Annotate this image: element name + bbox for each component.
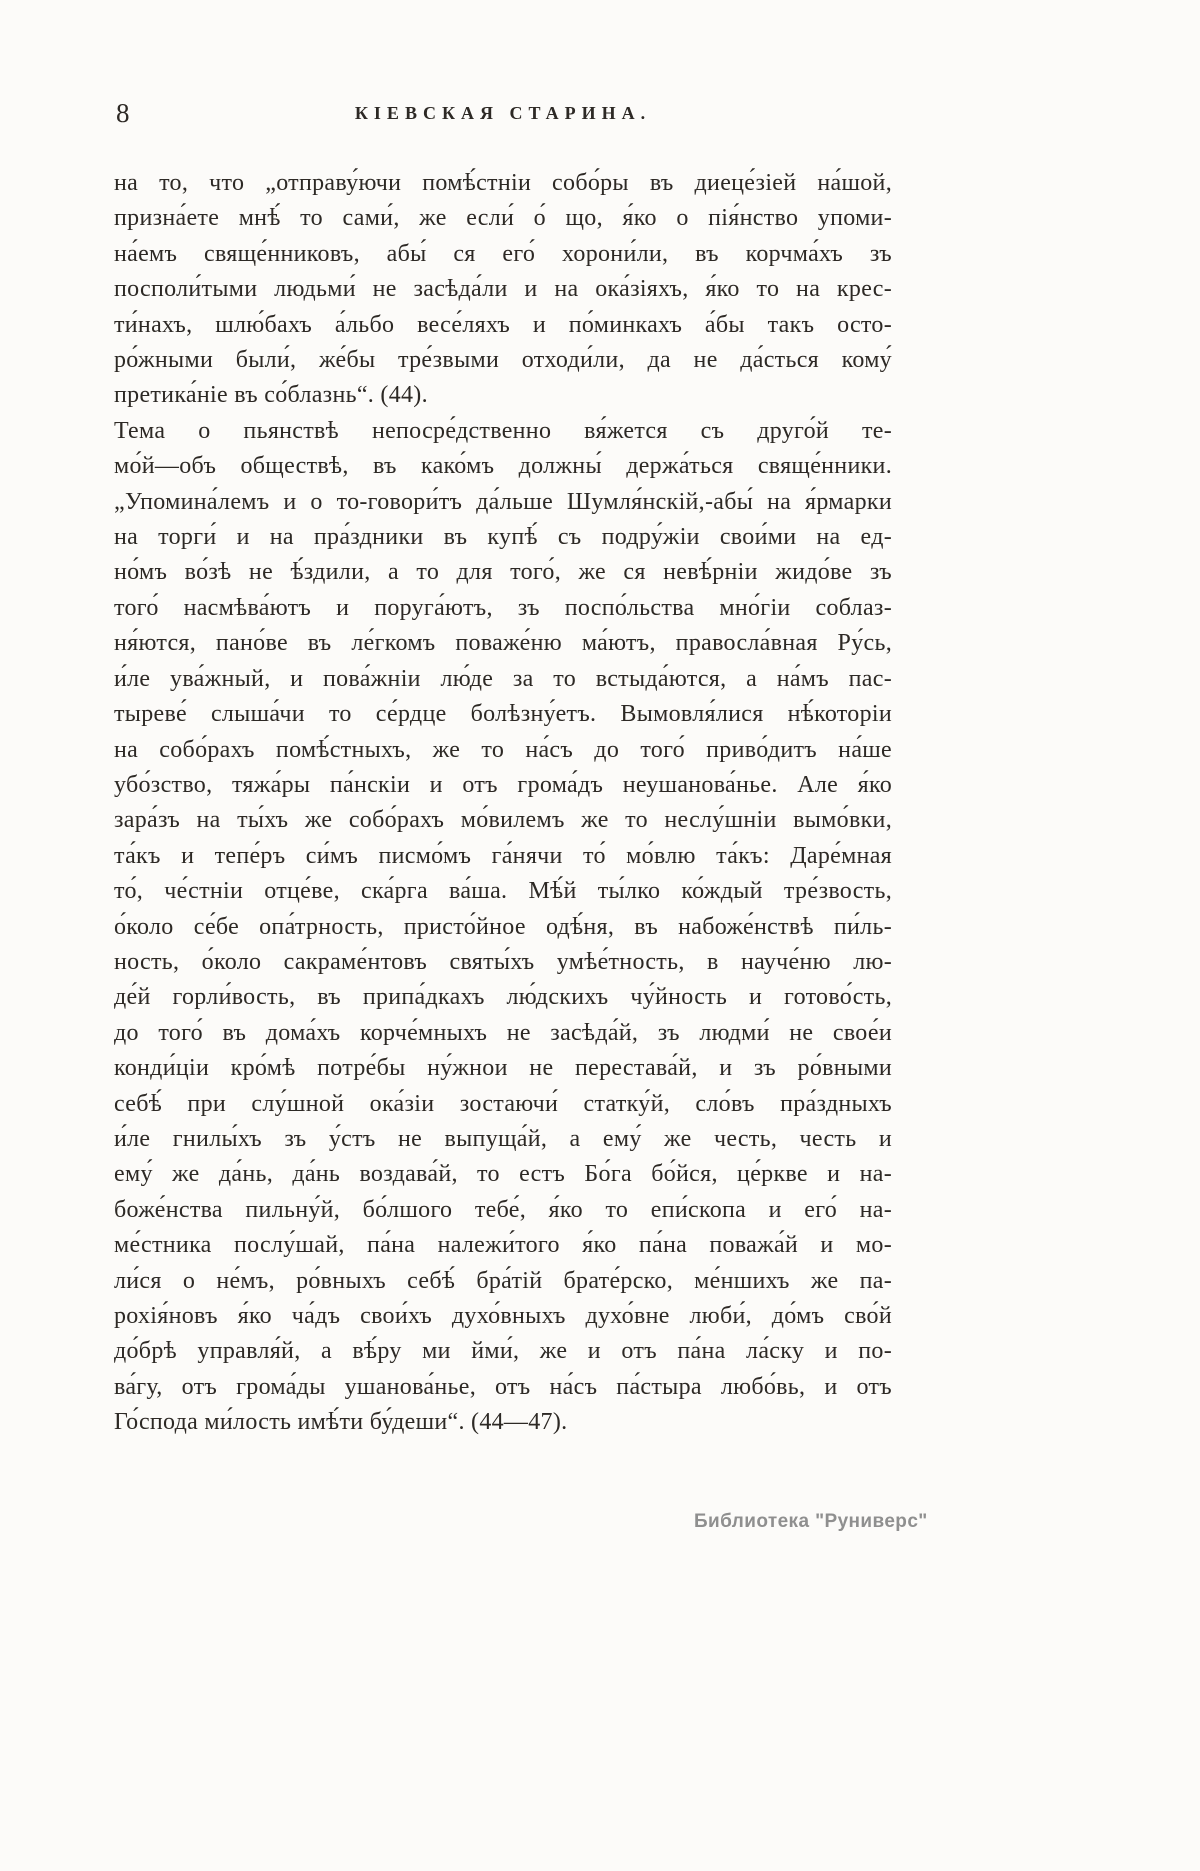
text-line: ме́стника послу́шай, па́на належи́того я́ко па́на поважа́й и мо- bbox=[114, 1232, 892, 1259]
text-line: себѣ́ при слу́шной ока́зіи зостаючи́ статку́й, сло́въ пра́здныхъ bbox=[114, 1090, 892, 1117]
text-line: призна́ете мнѣ́ то сами́, же если́ о́ що, я́ко о пія́нство упоми- bbox=[114, 205, 892, 232]
text-line: на собо́рахъ помѣ́стныхъ, же то на́съ до того́ приво́дитъ на́ше bbox=[114, 736, 892, 763]
text-line: рохія́новъ я́ко ча́дъ свои́хъ духо́вныхъ духо́вне люби́, до́мъ сво́й bbox=[114, 1303, 892, 1329]
text-line: де́й горли́вость, въ припа́дкахъ лю́дскихъ чу́йность и готово́сть, bbox=[114, 984, 892, 1011]
text-line: зара́зъ на ты́хъ же собо́рахъ мо́вилемъ же то неслу́шніи вымо́вки, bbox=[114, 807, 892, 834]
text-line: мо́й—объ обществѣ, въ како́мъ должны́ держа́ться свяще́нники. bbox=[114, 453, 892, 480]
text-line: убо́зство, тяжа́ры па́нскіи и отъ грома́дъ неушанова́нье. Але я́ко bbox=[114, 771, 892, 798]
running-head bbox=[114, 98, 892, 132]
text-line: того́ насмѣва́ютъ и поруга́ютъ, зъ поспо́льства мно́гіи соблаз- bbox=[114, 594, 892, 621]
text-line: ро́жными были́, же́бы тре́звыми отходи́ли, да не да́сться кому́ bbox=[114, 347, 892, 374]
paragraph-new bbox=[114, 414, 892, 1441]
text-line: ти́нахъ, шлю́бахъ а́льбо весе́ляхъ и по́минкахъ а́бы такъ осто- bbox=[114, 311, 892, 338]
paragraph-continuation bbox=[114, 166, 892, 414]
text-line: та́къ и тепе́ръ си́мъ писмо́мъ га́нячи то́ мо́влю та́къ: Даре́мная bbox=[114, 842, 892, 869]
text-line: до того́ въ дома́хъ корче́мныхъ не засѣда́й, зъ людми́ не свое́и bbox=[114, 1019, 892, 1046]
text-line: но́мъ во́зѣ не ѣ́здили, а то для того́, же ся невѣ́рніи жидо́ве зъ bbox=[114, 559, 892, 586]
page-number: 8 bbox=[116, 98, 131, 128]
text-line: до́брѣ управля́й, а вѣ́ру ми йми́, же и отъ па́на ла́ску и по- bbox=[114, 1338, 892, 1365]
text-line: тыреве́ слыша́чи то се́рдце болѣзну́етъ. Вымовля́лися нѣ́которіи bbox=[114, 701, 892, 728]
text-line: Тема о пьянствѣ непосре́дственно вя́жется съ друго́й те- bbox=[114, 417, 892, 444]
page-text-block bbox=[114, 166, 892, 1441]
text-line: посполи́тыми людьми́ не засѣда́ли и на ока́зіяхъ, я́ко то на крес- bbox=[114, 276, 892, 303]
text-line: то́, че́стніи отце́ве, ска́рга ва́ша. Мѣ́й ты́лко ко́ждый тре́звость, bbox=[114, 878, 892, 905]
text-line: о́коло се́бе опа́трность, присто́йное одѣ́ня, въ набоже́нствѣ пи́ль- bbox=[114, 913, 892, 940]
text-line: конди́ціи кро́мѣ потре́бы ну́жнои не перестава́й, и зъ ро́вными bbox=[114, 1055, 892, 1082]
journal-title: КІЕВСКАЯ СТАРИНА. bbox=[354, 103, 652, 123]
text-line: ность, о́коло сакраме́нтовъ святы́хъ умѣе́тность, в науче́ню лю- bbox=[114, 948, 892, 975]
text-line: боже́нства пильну́й, бо́лшого тебе́, я́ко то епи́скопа и его́ на- bbox=[114, 1196, 892, 1223]
text-line: на торги́ и на пра́здники въ купѣ́ съ подру́жіи свои́ми на ед- bbox=[114, 524, 892, 551]
text-line: претика́ніе въ со́блазнь“. (44). bbox=[114, 382, 428, 409]
library-watermark: Библиотека "Руниверс" bbox=[694, 1511, 928, 1532]
text-line: ли́ся о не́мъ, ро́вныхъ себѣ́ бра́тій брате́рско, ме́ншихъ же па- bbox=[114, 1267, 892, 1294]
text-line: на то, что „отправу́ючи помѣ́стніи собо́ры въ диеце́зіей на́шой, bbox=[114, 170, 892, 196]
text-line: ва́гу, отъ грома́ды ушанова́нье, отъ на́съ па́стыра любо́вь, и отъ bbox=[114, 1373, 892, 1400]
text-line: „Упомина́лемъ и о то-говори́тъ да́льше Шумля́нскій,-абы́ на я́рмарки bbox=[114, 488, 892, 515]
text-line: ему́ же да́нь, да́нь воздава́й, то естъ Бо́га бо́йся, це́ркве и на- bbox=[114, 1161, 892, 1188]
text-line: и́ле ува́жный, и пова́жніи лю́де за то встыда́ются, а на́мъ пас- bbox=[114, 665, 892, 692]
text-line: и́ле гнилы́хъ зъ у́стъ не выпуща́й, а ему́ же честь, честь и bbox=[114, 1125, 892, 1152]
text-line: ня́ются, пано́ве въ ле́гкомъ поваже́ню ма́ютъ, правосла́вная Ру́сь, bbox=[114, 630, 892, 657]
text-line: на́емъ свяще́нниковъ, абы́ ся его́ хорони́ли, въ корчма́хъ зъ bbox=[114, 240, 892, 267]
text-line: Го́спода ми́лость имѣ́ти бу́деши“. (44—47). bbox=[114, 1409, 568, 1436]
